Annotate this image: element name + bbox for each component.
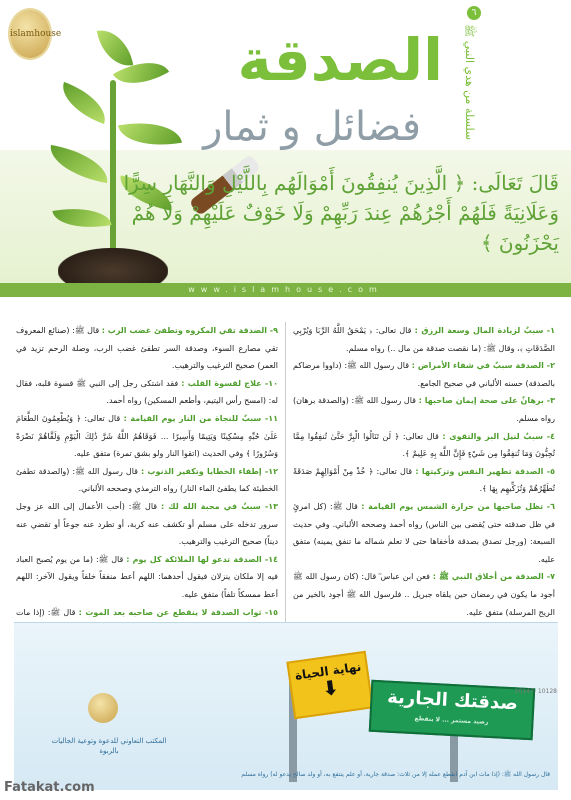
right-column: [293, 322, 555, 656]
watermark: Fatakat.com: [4, 780, 95, 795]
quran-verse: قَالَ تَعَالَى: ﴿ الَّذِينَ يُنفِقُونَ أَمْوَالَهُم بِاللَّيْلِ وَالنَّهَارِ سِرًّا وَعَلَانِيَةً فَلَهُمْ أَجْرُهُمْ عِندَ رَبِّهِمْ وَلَا خَوْفٌ عَلَيْهِمْ وَلَا هُمْ يَحْزَنُونَ ﴾: [123, 171, 559, 255]
benefit-heading: ٩- الصدقة تقي المكروه وتطفئ غضب الرب :: [101, 326, 279, 335]
benefit-item: [16, 375, 278, 410]
benefit-text: قال رسول الله ﷺ: (والصدقة برهان) رواه مسلم.: [293, 396, 555, 423]
benefit-text: قال ﷺ: (ما من يوم يُصبح العباد فيه إلا ملكان ينزلان فيقول أحدهما: اللهم أعط منفقاً خلفاً ويقول الآخر: اللهم أعط ممسكاً تلفاً) متفق عليه.: [16, 554, 278, 599]
benefit-heading: ١٤- الصدقة تدعو لها الملائكة كل يوم :: [126, 554, 278, 564]
benefit-item: [293, 463, 555, 498]
islamhouse-logo: islamhouse: [10, 10, 50, 58]
benefit-heading: ٤- سببٌ لنيل البر والتقوى :: [442, 431, 555, 441]
benefit-text: قال تعالى: ﴿ يَمْحَقُ اللَّهُ الرِّبَا وَيُرْبِي الصَّدَقَاتِ ﴾، وقال ﷺ: (ما نقصت صدقة من مال ..) رواه مسلم.: [293, 326, 555, 353]
benefit-item: [293, 322, 555, 357]
benefit-item: [293, 428, 555, 463]
benefit-text: قال تعالى: ﴿ خُذْ مِنْ أَمْوَالِهِمْ صَدَقَةً تُطَهِّرُهُمْ وَتُزَكِّيهِم بِهَا ﴾.: [293, 466, 555, 494]
column-divider: [285, 322, 286, 668]
benefit-text: قال ﷺ: (صنائع المعروف تقي مصارع السوء، وصدقة السر تطفئ غضب الرب، وصلة الرحم تزيد في العمر) صحيح الترغيب والترهيب.: [16, 326, 278, 371]
benefit-heading: ٢- الصدقة سببٌ في شفاء الأمراض :: [411, 361, 555, 371]
benefit-text: قال ﷺ: (أحب الأعمال إلى الله عز وجل سرور تدخله على مسلم أو تكشف عنه كربة، أو تطرد عنه جوعاً أو تقضي عنه ديناً) صحيح الترغيب والترهيب.: [16, 501, 278, 547]
benefit-text: قال ﷺ: (إذا مات: [16, 607, 76, 617]
benefit-item: [293, 498, 555, 568]
series-label: سلسلة من هدي النبي ﷺ: [463, 23, 476, 140]
benefit-heading: ١٠- علاج لقسوة القلب :: [181, 378, 279, 388]
benefit-text: فعن ابن عباس ؓ قال: (كان رسول الله ﷺ أجود ما يكون في رمضان حين يلقاه جبريل .. فلرسول الله ﷺ أجود بالخير من الريح المرسلة) متفق عليه.: [293, 572, 555, 617]
page-subtitle: فضائل و ثمار: [203, 104, 421, 150]
benefit-item: [16, 322, 278, 375]
end-of-life-sign: [286, 651, 373, 720]
benefit-item: [16, 463, 278, 498]
benefit-text: فقد اشتكى رجل إلى النبي ﷺ قسوة قلبه، فقال له: (امسح رأس اليتيم، وأطعم المسكين) رواه أحمد.: [16, 378, 278, 406]
down-arrow-icon: ⬇: [320, 674, 341, 702]
benefit-heading: ١- سببٌ لزيادة المال وسعة الرزق :: [414, 326, 556, 335]
benefit-text: قال تعالى: ﴿ لَن تَنَالُوا الْبِرَّ حَتَّىٰ تُنفِقُوا مِمَّا تُحِبُّونَ وَمَا تُنفِقُوا مِن شَيْءٍ فَإِنَّ اللَّهَ بِهِ عَلِيمٌ ﴾.: [293, 431, 555, 459]
office-logo: [88, 693, 118, 723]
benefit-item: [293, 357, 555, 392]
benefit-heading: ٥- الصدقة تطهير النفس وتزكيتها :: [415, 466, 556, 476]
series-number-badge: ٦: [467, 6, 481, 20]
benefit-text: قال رسول الله ﷺ: (داووا مرضاكم بالصدقة) حسنه الألباني في صحيح الجامع.: [293, 361, 555, 388]
office-name: المكتب التعاوني للدعوة وتوعية الجاليات بالربوة: [51, 737, 167, 755]
ad-fine-print: قال رسول الله ﷺ: (إذا مات ابن آدم انقطع عمله إلا من ثلاث: صدقة جارية، أو علم ينتفع به، أو ولد صالح يدعو له) رواه مسلم: [241, 771, 550, 778]
benefit-heading: ١٢- إطفاء الخطايا وتكفير الذنوب :: [140, 466, 279, 476]
benefit-heading: ١١- سببٌ للنجاة من النار يوم القيامة :: [123, 413, 278, 423]
benefit-item: [16, 551, 278, 604]
ongoing-charity-sub: رصيد مستمر ... لا ينقطع: [414, 715, 489, 726]
benefit-heading: ٣- برهانٌ على صحة إيمان صاحبها :: [418, 396, 555, 406]
ongoing-charity-sign: [369, 680, 535, 741]
benefit-text: قال تعالى: ﴿ وَيُطْعِمُونَ الطَّعَامَ عَلَىٰ حُبِّهِ مِسْكِينًا وَيَتِيمًا وَأَسِيرًا ... فَوَقَاهُمُ اللَّهُ شَرَّ ذَٰلِكَ الْيَوْمِ وَلَقَّاهُمْ نَضْرَةً وَسُرُورًا ﴾ وفي الحديث (اتقوا النار ولو بشق تمرة) متفق عليه.: [16, 413, 278, 459]
benefit-item: [293, 568, 555, 621]
benefit-heading: ٧- الصدقة من أخلاق النبي ﷺ :: [432, 572, 556, 582]
end-of-life-label: نهاية الحياة: [294, 659, 363, 683]
benefit-item: [16, 498, 278, 551]
page-title: الصدقة: [237, 26, 443, 94]
benefit-heading: ٦- تظل صاحبها من حرارة الشمس يوم القيامة :: [361, 501, 555, 511]
website-bar: www.islamhouse.com: [0, 283, 571, 297]
benefit-heading: ١٣- سببٌ في محبة الله لك :: [160, 501, 278, 511]
benefit-text: قال رسول الله ﷺ: (والصدقة تطفئ الخطيئة كما يطفئ الماء النار) رواه الترمذي وصححه الألباني.: [16, 466, 278, 494]
benefit-item: [16, 410, 278, 463]
benefit-text: قال ﷺ: (كل امرئٍ في ظل صدقته حتى يُقضى بين الناس) رواه أحمد وصححه الألباني. وفي حديث السبعة: (ورجل تصدق بصدقة فأخفاها حتى لا تعلم شماله ما تنفق يمينه) متفق عليه.: [293, 501, 555, 564]
benefit-item: [293, 392, 555, 427]
ongoing-charity-label: صدقتك الجارية: [386, 686, 519, 715]
print-code: 20147- 10128: [514, 688, 557, 695]
benefit-heading: ١٥- ثواب الصدقة لا ينقطع عن صاحبه بعد الموت :: [78, 607, 278, 617]
